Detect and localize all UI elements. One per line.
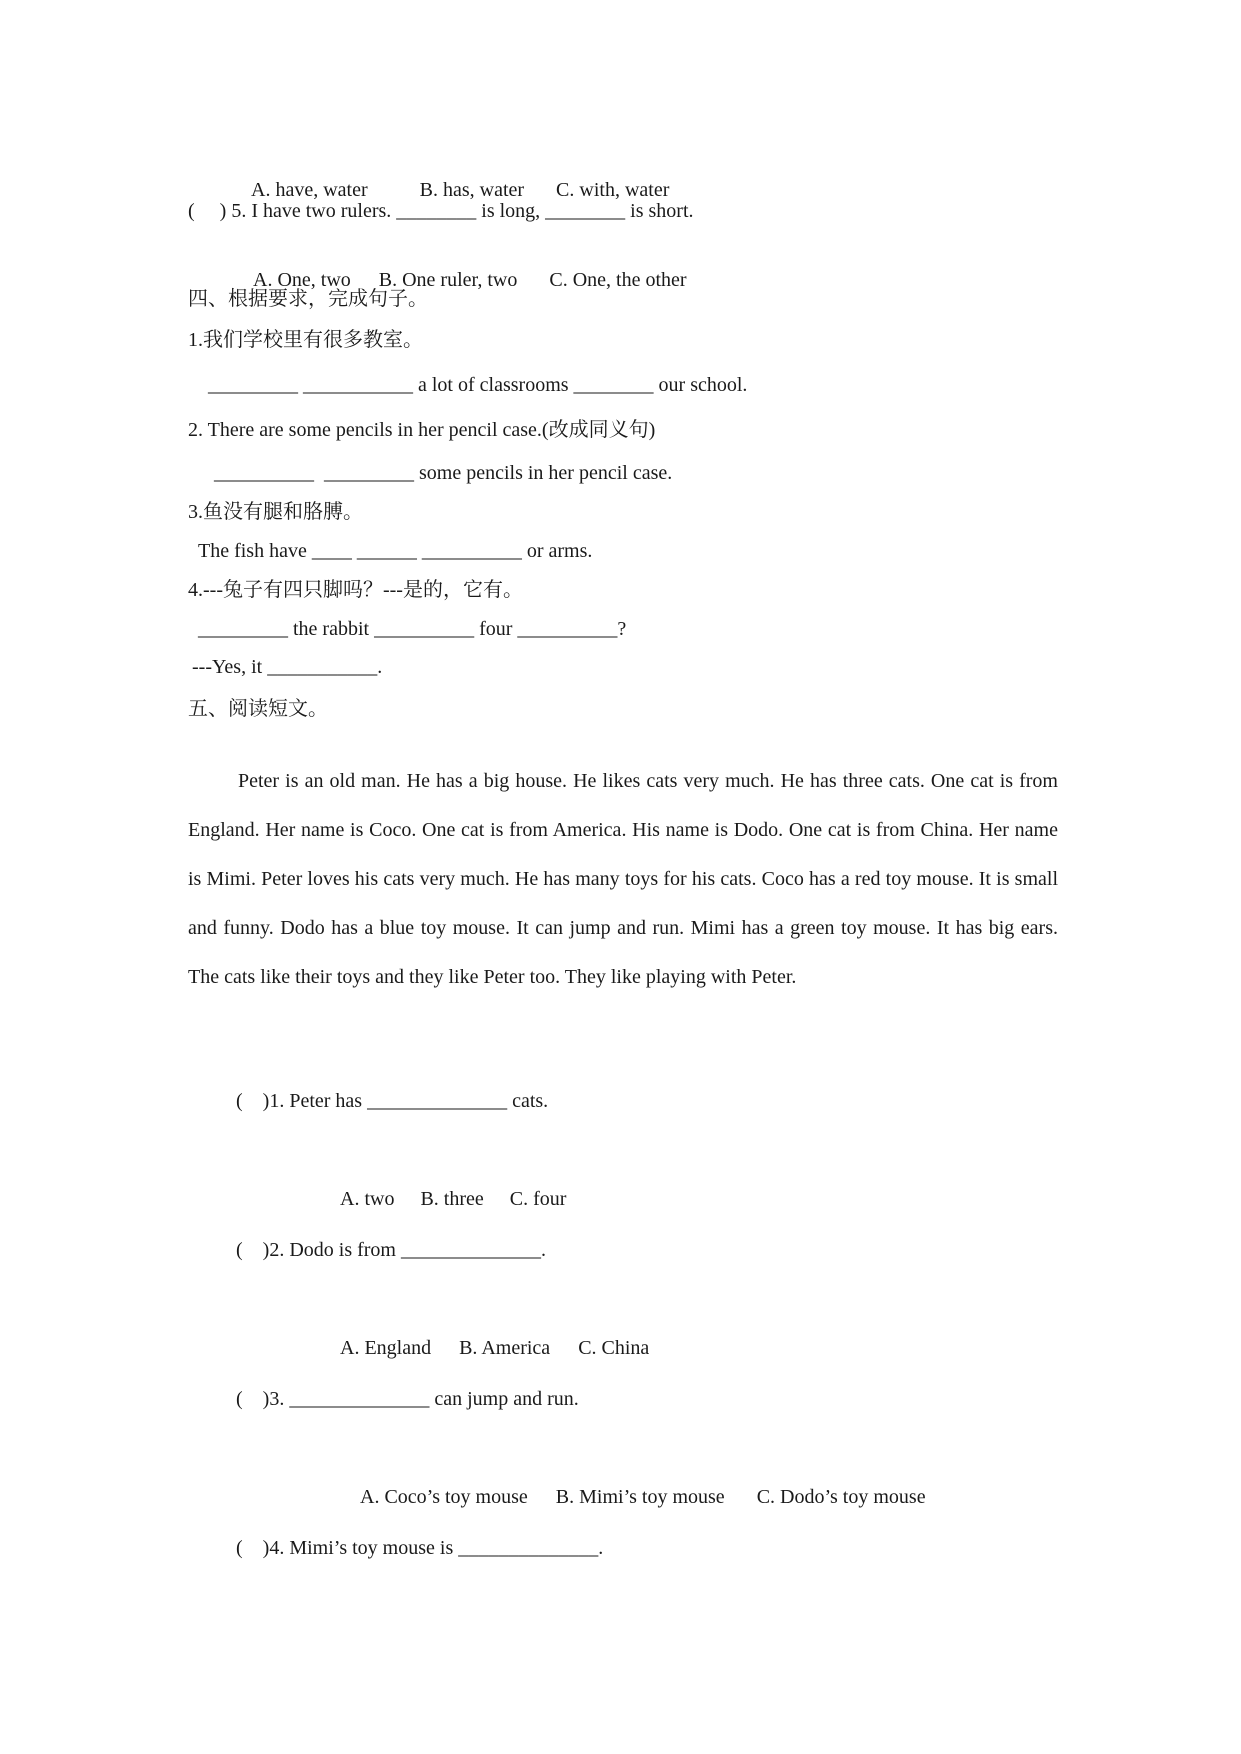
option-c: C. One, the other	[549, 269, 687, 291]
section4-heading: 四、根据要求，完成句子。	[188, 288, 428, 310]
reading-q1-options	[330, 1163, 566, 1211]
option-c: C. with, water	[556, 179, 670, 201]
option-b: B. America	[459, 1337, 551, 1359]
option-c: C. four	[509, 1188, 567, 1210]
option-a: A. two	[340, 1188, 395, 1210]
s4-q4-answer: ---Yes, it ___________.	[192, 656, 383, 678]
s4-q4-prompt: 4.---兔子有四只脚吗？---是的，它有。	[188, 579, 523, 601]
s4-q2-prompt: 2. There are some pencils in her pencil case.(改成同义句)	[188, 419, 656, 441]
option-b: B. three	[420, 1188, 484, 1210]
reading-passage: Peter is an old man. He has a big house. He likes cats very much. He has three cats. One cat is from England. Her name is Coco. One cat is from America. His name is Dodo. One cat is from China. Her name is Mimi. Peter loves his cats very much. He has many toys for his cats. Coco has a red toy mouse. It is small and funny. Dodo has a blue toy mouse. It can jump and run. Mimi has a green toy mouse. It has big ears. The cats like their toys and they like Peter too. They like playing with Peter.	[188, 770, 1058, 988]
reading-q2-stem: ( )2. Dodo is from ______________.	[236, 1239, 546, 1261]
s4-q4-blank: _________ the rabbit __________ four __________?	[198, 618, 627, 640]
option-b: B. One ruler, two	[378, 269, 518, 291]
s4-q1-prompt: 1.我们学校里有很多教室。	[188, 329, 423, 351]
s4-q3-prompt: 3.鱼没有腿和胳膊。	[188, 501, 363, 523]
reading-q3-stem: ( )3. ______________ can jump and run.	[236, 1388, 579, 1410]
reading-q4-stem: ( )4. Mimi’s toy mouse is ______________.	[236, 1537, 604, 1559]
option-b: B. has, water	[419, 179, 525, 201]
q5-stem: ( ) 5. I have two rulers. ________ is long, ________ is short.	[188, 200, 694, 222]
reading-q3-options	[350, 1461, 926, 1509]
option-a: A. One, two	[253, 269, 351, 291]
option-a: A. Coco’s toy mouse	[360, 1486, 528, 1508]
s4-q2-blank: __________ _________ some pencils in her pencil case.	[214, 462, 673, 484]
option-c: C. Dodo’s toy mouse	[756, 1486, 926, 1508]
option-a: A. England	[340, 1337, 432, 1359]
section5-heading: 五、阅读短文。	[188, 698, 328, 720]
option-c: C. China	[578, 1337, 650, 1359]
option-a: A. have, water	[251, 179, 368, 201]
option-b: B. Mimi’s toy mouse	[555, 1486, 725, 1508]
s4-q1-blank: _________ ___________ a lot of classrooms ________ our school.	[208, 374, 748, 396]
q4-options	[241, 154, 669, 202]
reading-q2-options	[330, 1312, 649, 1360]
s4-q3-blank: The fish have ____ ______ __________ or arms.	[198, 540, 593, 562]
q5-options	[243, 244, 687, 292]
reading-q1-stem: ( )1. Peter has ______________ cats.	[236, 1090, 549, 1112]
